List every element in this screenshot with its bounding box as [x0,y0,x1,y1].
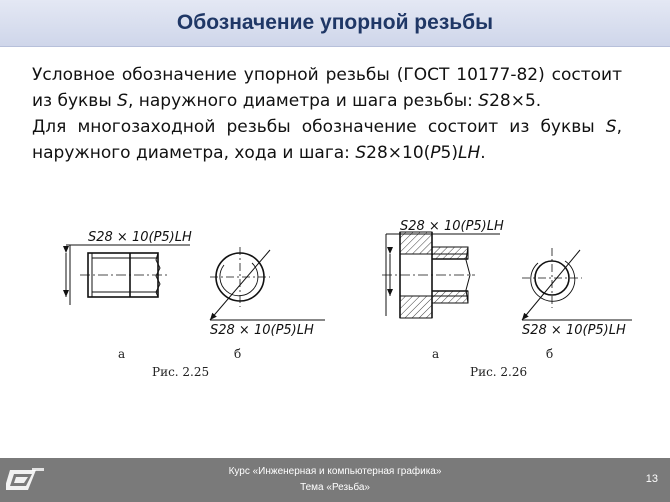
fig2a-wall-top-left [400,232,432,254]
paragraph-1-text-b: , наружного диаметра и шага резьбы: [127,91,479,111]
paragraph-2-letter-s: S [605,117,617,137]
paragraph-2-example-lh: LH [457,143,481,163]
paragraph-1-example: 28×5. [489,91,542,111]
paragraph-2-example-mid: 28×10( [366,143,431,163]
footer-topic: Тема «Резьба» [300,482,370,493]
title-bar [0,0,670,47]
footer-bar [0,458,670,502]
fig2a-thread-bottom [432,291,468,303]
fig2a-thread-label: S28 × 10(P5)LH [400,219,504,234]
fig1-view-a [66,245,190,305]
paragraph-2-example-s: S [355,143,367,163]
paragraph-1-example-s: S [478,91,490,111]
fig2-label-b: б [546,347,554,361]
fig1b-thread-label: S28 × 10(P5)LH [210,323,314,338]
fig2a-wall-bottom-left [400,296,432,318]
footer-course: Курс «Инженерная и компьютерная графика» [228,466,442,477]
fig1-label-b: б [234,347,242,361]
fig2a-thread-top [432,247,468,259]
fig2-label-a: а [432,347,440,361]
paragraph-1-text-a: Условное обозначение упорной резьбы (ГОСТ 10177-82) состоит из буквы [32,65,622,111]
slide-title: Обозначение упорной резьбы [176,11,494,34]
fig1b-outer-circle [216,253,264,301]
fig1-view-b [210,247,325,320]
paragraph-1-letter-s: S [117,91,128,111]
slide-body [32,62,622,166]
paragraph-2-text-a: Для многозаходной резьбы обозначение состоит из буквы [32,117,606,137]
fig1b-dimension [210,250,270,320]
fig2-caption: Рис. 2.26 [470,365,528,379]
fig2-view-b [522,248,632,320]
paragraph-2 [32,114,622,166]
paragraph-1 [32,62,622,114]
thread-drawings [60,210,640,390]
fig2b-thread-label: S28 × 10(P5)LH [522,323,626,338]
fig1-caption: Рис. 2.25 [152,365,210,379]
fig1b-thread-arc [220,263,258,296]
paragraph-2-example-dot: . [480,143,486,163]
page-number: 13 [645,473,658,485]
paragraph-2-example-end: 5) [440,143,458,163]
paragraph-2-example-p: P [430,143,441,163]
fig2-view-a [382,232,500,318]
fig1a-thread-label: S28 × 10(P5)LH [88,230,192,245]
fig1-label-a: а [118,347,126,361]
paragraph-2-text-b: , наружного диаметра, хода и шага: [32,117,622,163]
